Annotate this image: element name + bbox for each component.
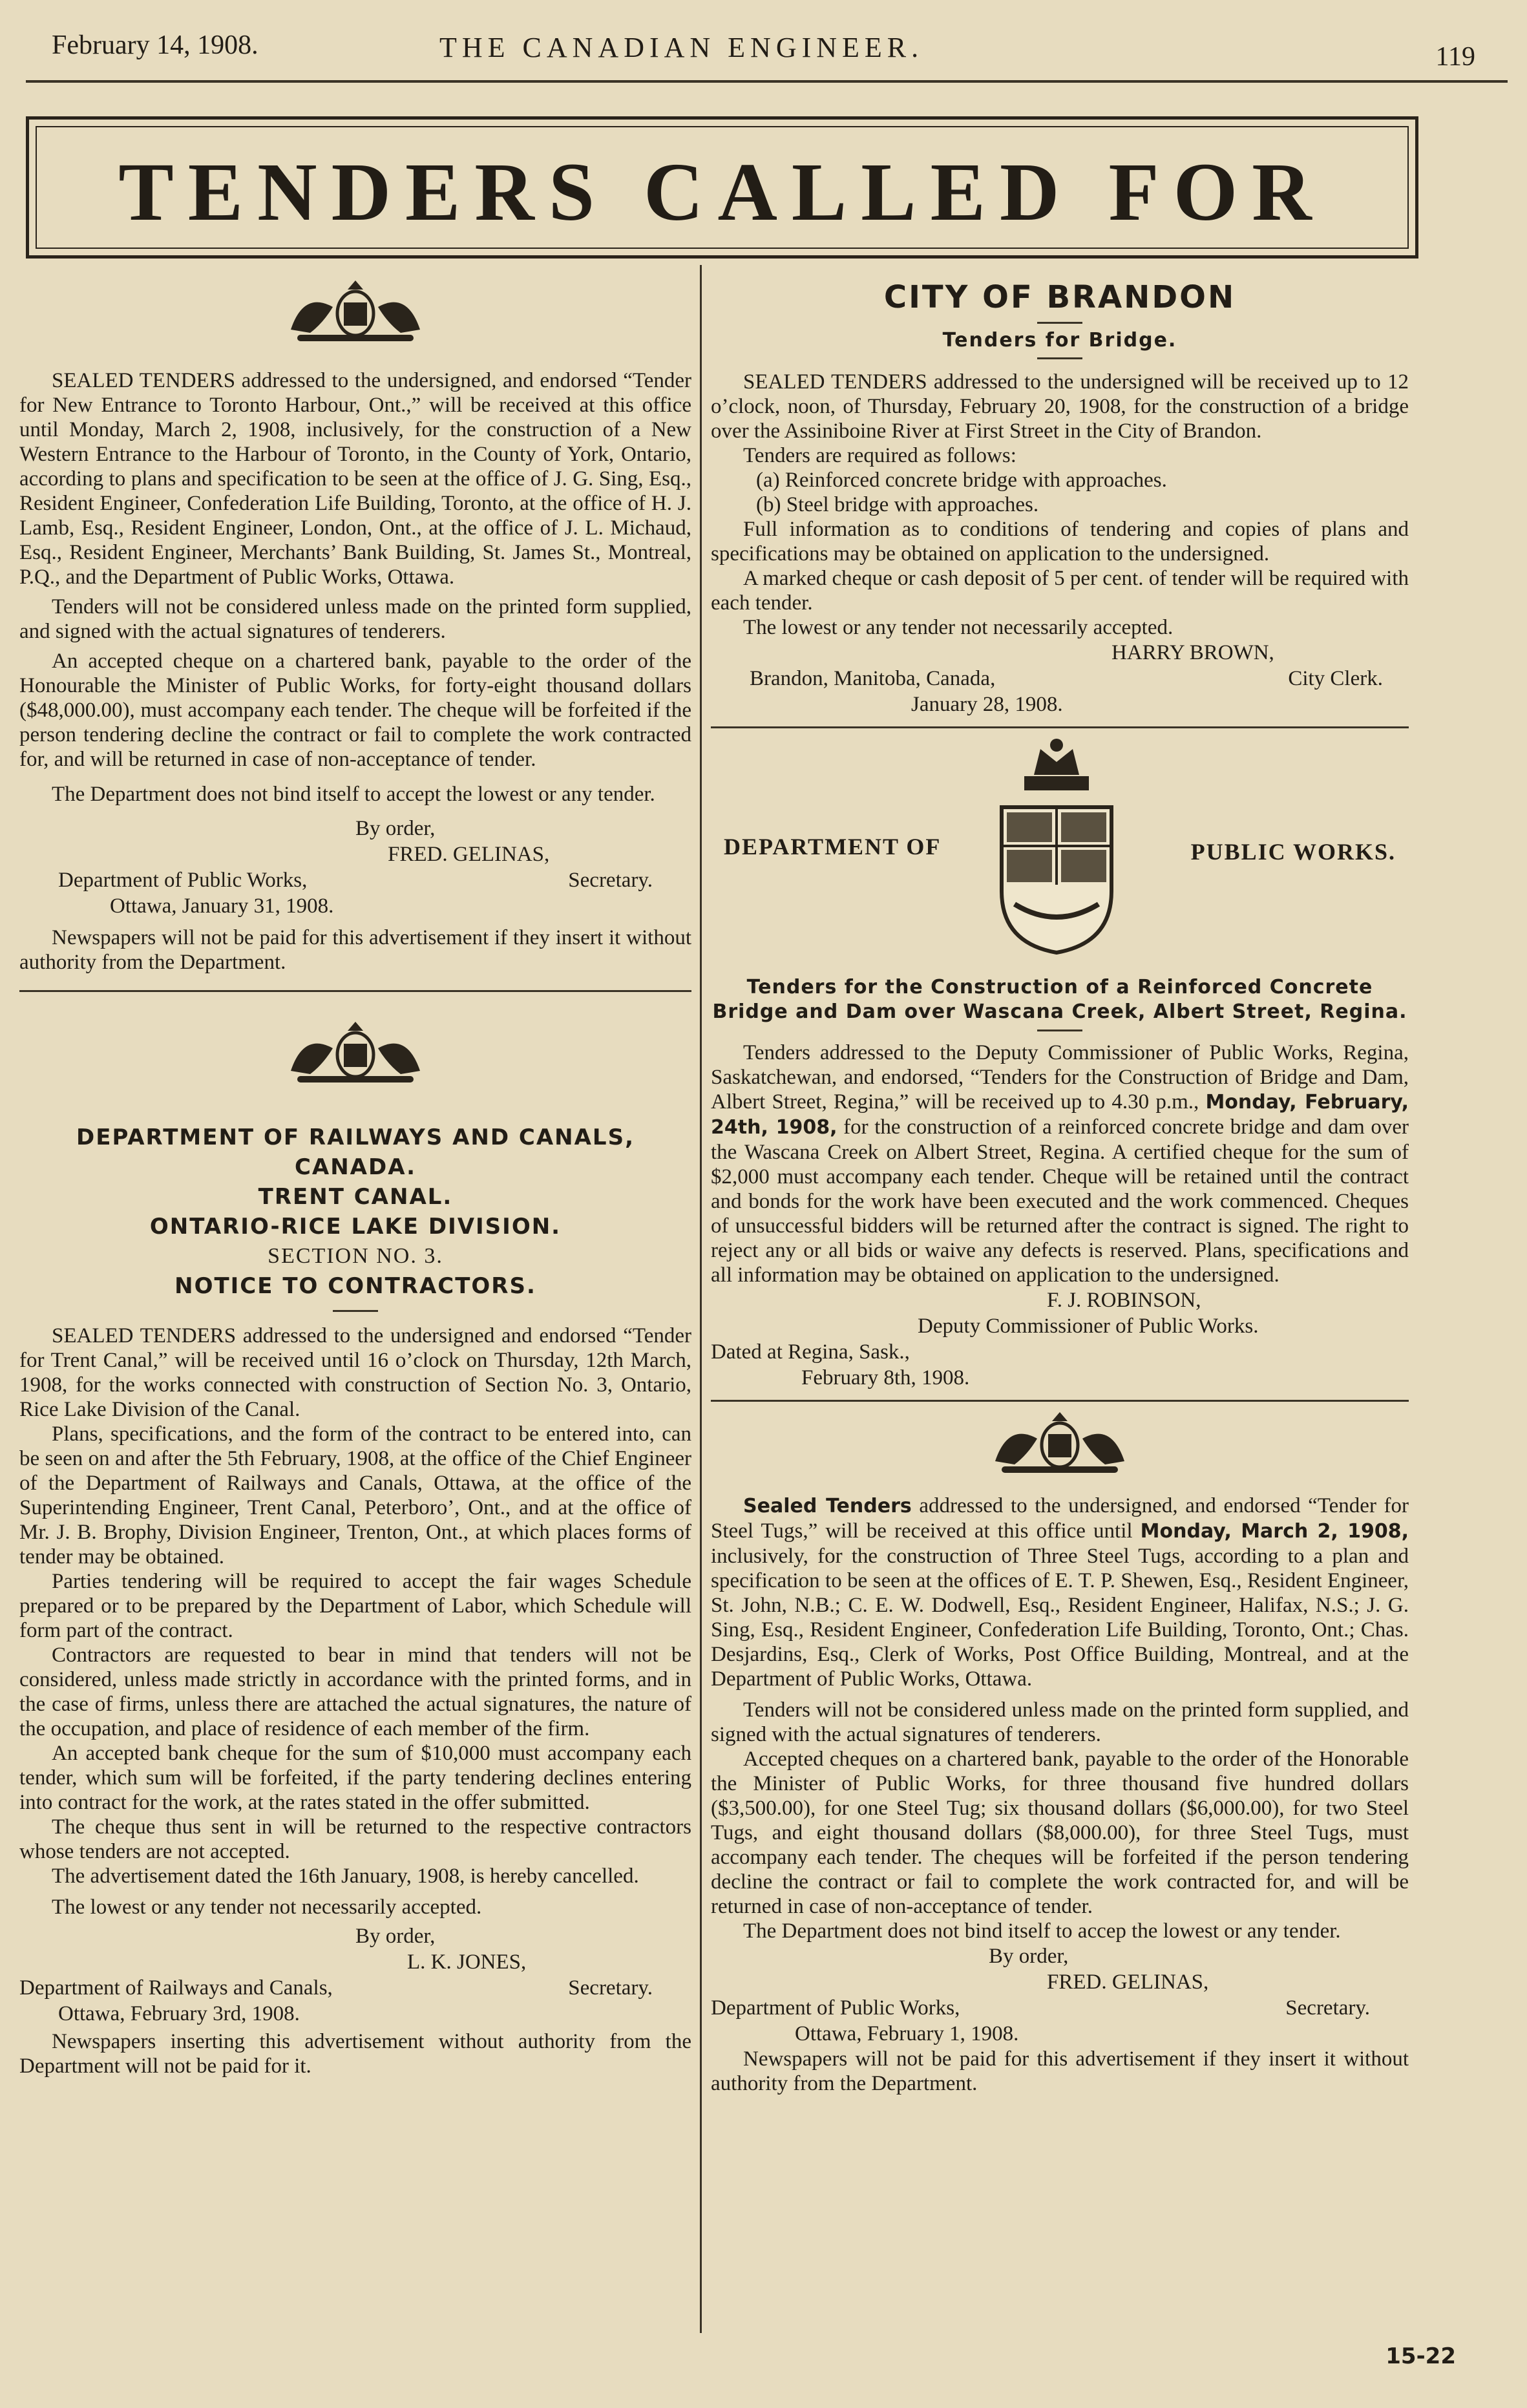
tugs-paragraph-4: The Department does not bind itself to accep the lowest or any tender. [743,1919,1341,1943]
trent-footnote: Newspapers inserting this advertisement without authority from the Department will not be paid for it. [19,2030,691,2078]
toronto-signature-block [19,816,691,919]
trent-heading-division: ONTARIO-RICE LAKE DIVISION. [149,1214,562,1240]
toronto-place-date: Ottawa, January 31, 1908. [110,894,334,918]
brandon-title: CITY OF BRANDON [883,279,1236,315]
tugs-paragraph-3: Accepted cheques on a chartered bank, payable to the order of the Honorable the Minister of Public Works, for three thousand five hundred dollars ($3,500.00), for one Steel Tug; six thousand dollars ($6,000.00), for two Steel Tugs, and eight thousand dollars ($8,000.00), for three Steel Tugs, must accompany each tender. The cheques will be forfeited if the person tendering decline the contract or fail to complete the work contracted for, and will be returned in case of non-acceptance of tender. [711,1748,1409,1918]
royal-arms-emblem-icon [976,1410,1144,1481]
toronto-dept-line [19,867,691,893]
royal-arms-emblem-icon [271,1019,439,1090]
issue-date: February 14, 1908. [52,30,258,60]
header-rule [26,80,1508,83]
trent-dept: Department of Railways and Canals, [19,1976,333,2000]
toronto-footnote: Newspapers will not be paid for this advertisement if they insert it without authority from the Department. [19,926,691,974]
running-head [52,26,1475,71]
tenders-banner [26,116,1418,259]
brandon-place-line [711,666,1409,692]
trent-signature-block [19,1923,691,2027]
brandon-requirements: Tenders are required as follows: [743,444,1016,467]
ad-reference-code: 15-22 [1385,2343,1456,2369]
trent-dept-line [19,1975,691,2001]
brandon-place: Brandon, Manitoba, Canada, [750,667,996,690]
toronto-paragraph-1: SEALED TENDERS addressed to the undersigned, and endorsed “Tender for New Entrance to Toronto Harbour, Ont.,” will be received at this office until Monday, March 2, 1908, inclusively, for the construction of a New Western Entrance to the Harbour of Toronto, in the County of York, Ontario, according to plans and specification to be seen at the office of J. G. Sing, Esq., Resident Engineer, Confederation Life Building, Toronto, at the office of H. J. Lamb, Esq., Resident Engineer, London, Ont., at the office of J. L. Michaud, Esq., Resident Engineer, Merchants’ Bank Building, St. James St., Montreal, P.Q., and the Department of Public Works, Ottawa. [19,369,691,589]
royal-arms-emblem-icon [271,278,439,349]
trent-heading-notice: NOTICE TO CONTRACTORS. [174,1273,536,1299]
tugs-by-order: By order, [989,1945,1069,1968]
page-number: 119 [1435,42,1475,72]
tugs-dept-line [711,1995,1409,2021]
wascana-text-b: for the construction of a reinforced concrete bridge and dam over the Wascana Creek on Albert Street, Regina. A certified cheque for the sum of $2,000 must accompany each tender. Cheque will be retained until the contract and bonds for the work have been executed and the work commenced. Cheques of unsuccessful bidders will be returned after the contract is signed. The right to reject any or all bids or waive any defects is reserved. Plans, specifications and all information may be obtained on application to the undersigned. [711,1115,1409,1287]
tugs-lead: Sealed Tenders [743,1495,912,1517]
brandon-signer: HARRY BROWN, [1111,641,1274,664]
tugs-text-b: inclusively, for the construction of Three Steel Tugs, according to a plan and specification to be seen at the offices of E. T. P. Shewen, Esq., Resident Engineer, St. John, N.B.; C. E. W. Dodwell, Esq., Resident Engineer, Halifax, N.S.; J. G. Sing, Esq., Resident Engineer, Confederation Life Building, Toronto, Ont.; Chas. Desjardins, Esq., Clerk of Works, Post Office Building, Montreal, and at the Department of Public Works, Ottawa. [711,1545,1409,1691]
tugs-signer-title: Secretary. [1285,1996,1370,2020]
trent-heading-dept: DEPARTMENT OF RAILWAYS AND CANALS, CANADA. [76,1125,635,1180]
trent-signer-title: Secretary. [568,1976,653,2000]
toronto-paragraph-4: The Department does not bind itself to accept the lowest or any tender. [52,783,655,806]
left-column [19,278,691,2078]
wascana-text-a: Tenders addressed to the Deputy Commissioner of Public Works, Regina, Saskatchewan, and endorsed, “Tenders for the Construction of Bridge and Dam, Albert Street, Regina,” will be received up to 4.30 p.m., [711,1041,1409,1114]
tugs-deadline: Monday, March 2, 1908, [1140,1520,1409,1543]
coat-of-arms-icon [989,736,1124,956]
trent-by-order: By order, [355,1925,436,1948]
trent-paragraph-3: Parties tendering will be required to accept the fair wages Schedule prepared or to be prepared by the Department of Labor, which Schedule will form part of the contract. [19,1570,691,1642]
wascana-rule [1037,1030,1082,1031]
tugs-paragraph-2: Tenders will not be considered unless made on the printed form supplied, and signed with the actual signatures of tenderers. [711,1698,1409,1746]
trent-paragraph-5: An accepted bank cheque for the sum of $10,000 must accompany each tender, which sum will be forfeited, if the party tendering declines entering into contract for the work, at the rates stated in the offer submitted. [19,1742,691,1814]
trent-paragraph-2: Plans, specifications, and the form of the contract to be entered into, can be seen on and after the 5th February, 1908, at the office of the Chief Engineer of the Department of Railways and Canals, Ottawa, at the office of the Superintending Engineer, Trent Canal, Peterboro’, Ont., and at the office of Mr. J. B. Brophy, Division Engineer, Trenton, Ont., at which places forms of tender may be obtained. [19,1422,691,1568]
brandon-paragraph-4: The lowest or any tender not necessarily accepted. [743,616,1174,639]
trent-signer: L. K. JONES, [407,1950,527,1974]
tugs-place-date: Ottawa, February 1, 1908. [795,2022,1019,2045]
brandon-intro: SEALED TENDERS addressed to the undersigned will be received up to 12 o’clock, noon, of Thursday, February 20, 1908, for the construction of a bridge over the Assiniboine River at First Street in the City of Brandon. [711,370,1409,443]
toronto-paragraph-2: Tenders will not be considered unless made on the printed form supplied, and signed with the actual signatures of tenderers. [19,595,691,643]
journal-title: THE CANADIAN ENGINEER. [439,32,924,63]
brandon-subtitle: Tenders for Bridge. [942,329,1177,352]
toronto-signer-title: Secretary. [568,869,653,892]
brandon-item-b: (b) Steel bridge with approaches. [756,493,1039,516]
right-section-rule-1 [711,726,1409,728]
wascana-signature-block [711,1287,1409,1391]
right-column [711,278,1409,2096]
brandon-item-a: (a) Reinforced concrete bridge with approaches. [756,469,1167,492]
tugs-signer: FRED. GELINAS, [1047,1970,1209,1994]
trent-short-rule [333,1310,378,1312]
right-section-rule-2 [711,1400,1409,1402]
wascana-dated: Dated at Regina, Sask., [711,1340,910,1364]
trent-paragraph-6: The cheque thus sent in will be returned to the respective contractors whose tenders are not accepted. [19,1815,691,1863]
tugs-dept: Department of Public Works, [711,1996,960,2020]
wascana-date: February 8th, 1908. [801,1366,970,1389]
dept-right-label: PUBLIC WORKS. [1190,839,1396,865]
brandon-rule-2 [1037,357,1082,359]
trent-paragraph-4: Contractors are requested to bear in mind that tenders will not be considered, unless made strictly in accordance with the printed forms, and in the case of firms, unless there are attached the actual signatures, the nature of the occupation, and place of residence of each member of the firm. [19,1643,691,1740]
brandon-rule-1 [1037,322,1082,324]
left-section-rule [19,990,691,992]
wascana-signer: F. J. ROBINSON, [1047,1289,1201,1312]
toronto-by-order: By order, [355,817,436,840]
banner-title: TENDERS CALLED FOR [118,146,1326,238]
wascana-paragraph [711,1040,1409,1287]
trent-place-date: Ottawa, February 3rd, 1908. [58,2002,300,2025]
brandon-signer-title: City Clerk. [1288,667,1383,690]
trent-heading-section: SECTION NO. 3. [268,1244,443,1268]
trent-paragraph-8: The lowest or any tender not necessarily accepted. [52,1896,482,1919]
brandon-paragraph-3: A marked cheque or cash deposit of 5 per cent. of tender will be required with each tender. [711,567,1409,615]
tugs-footnote: Newspapers will not be paid for this advertisement if they insert it without authority from the Department. [711,2047,1409,2095]
trent-paragraph-7: The advertisement dated the 16th January, 1908, is hereby cancelled. [52,1864,639,1888]
public-works-header [711,736,1409,969]
tugs-text-a: addressed to the undersigned, and endorsed “Tender for Steel Tugs,” will be received at this office until [711,1494,1409,1543]
trent-paragraph-1: SEALED TENDERS addressed to the undersigned and endorsed “Tender for Trent Canal,” will be received until 16 o’clock on Thursday, 12th March, 1908, for the works connected with construction of Section No. 3, Ontario, Rice Lake Division of the Canal. [19,1324,691,1421]
brandon-signature-block [711,640,1409,717]
wascana-heading: Tenders for the Construction of a Reinforced Concrete Bridge and Dam over Wascana Creek, Albert Street, Regina. [712,976,1407,1023]
brandon-date: January 28, 1908. [911,693,1063,716]
dept-left-label: DEPARTMENT OF [724,834,942,860]
wascana-signer-title: Deputy Commissioner of Public Works. [918,1315,1259,1338]
toronto-paragraph-3: An accepted cheque on a chartered bank, payable to the order of the Honourable the Minister of Public Works, for forty-eight thousand dollars ($48,000.00), must accompany each tender. The cheque will be forfeited if the person tendering decline the contract or fail to complete the work contracted for, and will be returned in case of non-acceptance of tender. [19,650,691,771]
tugs-signature-block [711,1943,1409,2047]
column-divider [700,265,702,2333]
toronto-dept: Department of Public Works, [58,869,308,892]
toronto-signer: FRED. GELINAS, [388,843,550,866]
trent-heading-canal: TRENT CANAL. [258,1184,453,1210]
brandon-paragraph-2: Full information as to conditions of tendering and copies of plans and specifications may be obtained on application to the undersigned. [711,518,1409,565]
wascana-deadline: Monday, February, 24th, 1908, [711,1091,1409,1139]
tugs-paragraph-1 [711,1494,1409,1691]
